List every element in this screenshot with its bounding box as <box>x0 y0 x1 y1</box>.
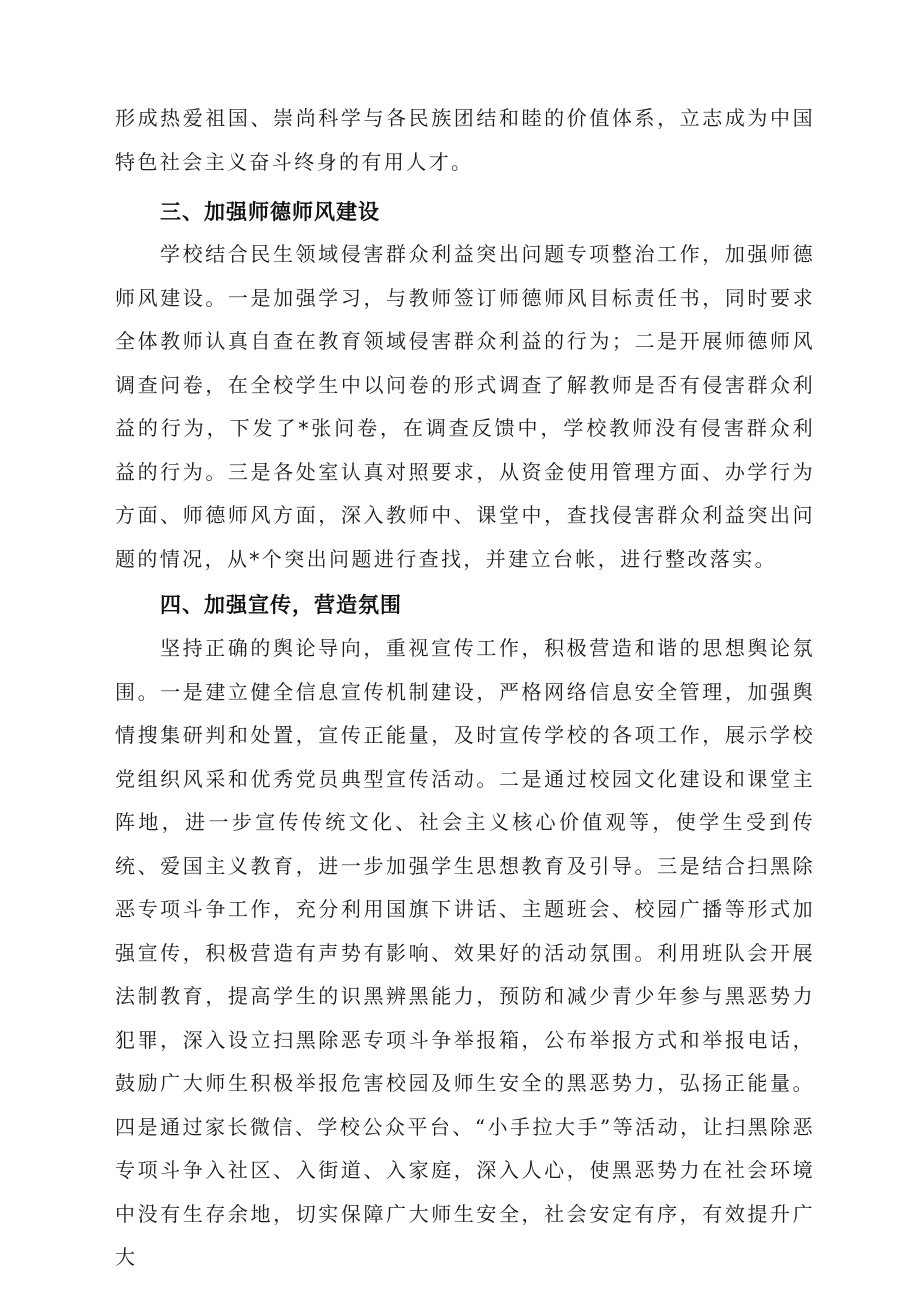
paragraph-publicity: 坚持正确的舆论导向，重视宣传工作，积极营造和谐的思想舆论氛围。一是建立健全信息宣传机制建设，严格网络信息安全管理，加强舆情搜集研判和处置，宣传正能量，及时宣传学校的各项工作，展示学校党组织风采和优秀党员典型宣传活动。二是通过校园文化建设和课堂主阵地，进一步宣传传统文化、社会主义核心价值观等，使学生受到传统、爱国主义教育，进一步加强学生思想教育及引导。三是结合扫黑除恶专项斗争工作，充分利用国旗下讲话、主题班会、校园广播等形式加强宣传，积极营造有声势有影响、效果好的活动氛围。利用班队会开展法制教育，提高学生的识黑辨黑能力，预防和减少青少年参与黑恶势力犯罪，深入设立扫黑除恶专项斗争举报箱，公布举报方式和举报电话，鼓励广大师生积极举报危害校园及师生安全的黑恶势力，弘扬正能量。四是通过家长微信、学校公众平台、“小手拉大手”等活动，让扫黑除恶专项斗争入社区、入街道、入家庭，深入人心，使黑恶势力在社会环境中没有生存余地，切实保障广大师生安全，社会安定有序，有效提升广大 <box>115 636 815 1269</box>
paragraph-continuation: 形成热爱祖国、崇尚科学与各民族团结和睦的价值体系，立志成为中国特色社会主义奋斗终身的有用人才。 <box>115 106 815 174</box>
section-heading-4: 四、加强宣传，营造氛围 <box>160 593 402 617</box>
paragraph-teacher-ethics: 学校结合民生领域侵害群众利益突出问题专项整治工作，加强师德师风建设。一是加强学习，与教师签订师德师风目标责任书，同时要求全体教师认真自查在教育领域侵害群众利益的行为；二是开展师德师风调查问卷，在全校学生中以问卷的形式调查了解教师是否有侵害群众利益的行为，下发了*张问卷，在调查反馈中，学校教师没有侵害群众利益的行为。三是各处室认真对照要求，从资金使用管理方面、办学行为方面、师德师风方面，深入教师中、课堂中，查找侵害群众利益突出问题的情况，从*个突出问题进行查找，并建立台帐，进行整改落实。 <box>115 242 815 571</box>
section-heading-3: 三、加强师德师风建设 <box>160 200 380 224</box>
